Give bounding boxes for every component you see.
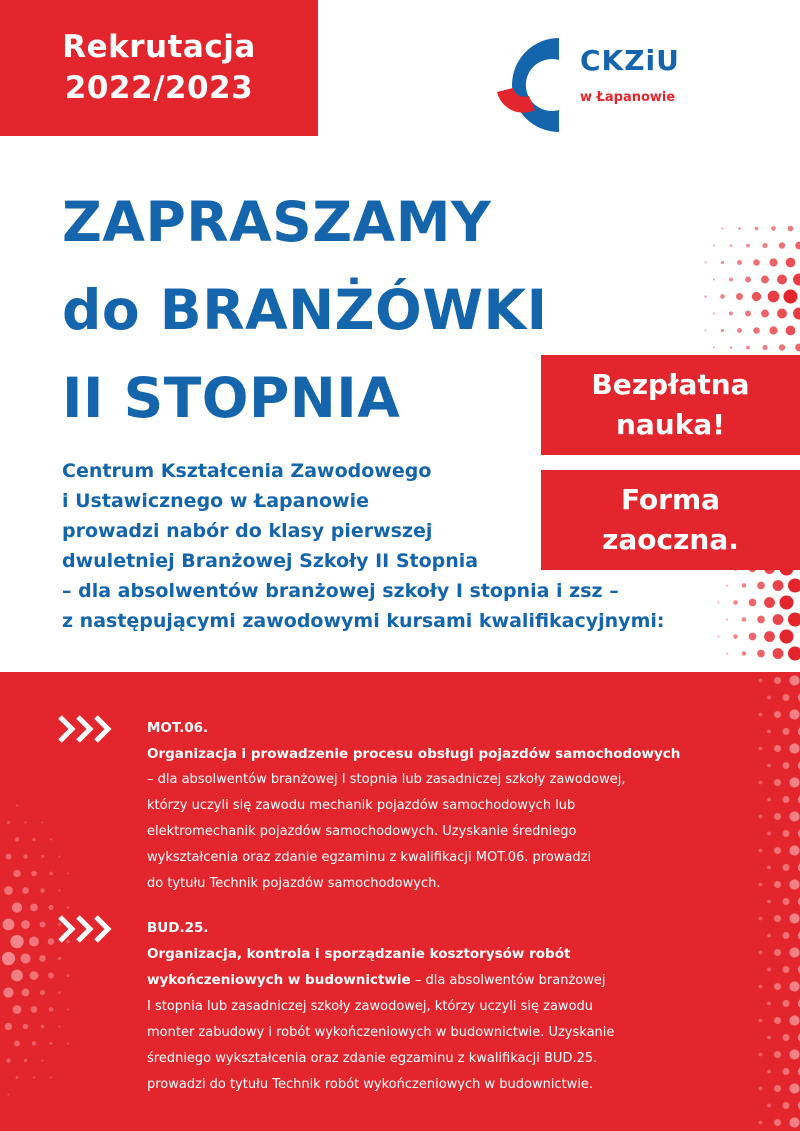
- halftone-dot: [783, 830, 790, 837]
- halftone-dot: [49, 1007, 53, 1011]
- recruitment-banner: [0, 0, 318, 136]
- course-desc-line: wykształcenia oraz zdanie egzaminu z kwalifikacji MOT.06. prowadzi: [147, 850, 592, 865]
- halftone-dot: [774, 983, 781, 990]
- halftone-dot: [40, 922, 46, 928]
- halftone-dot: [58, 991, 61, 994]
- halftone-dot: [762, 243, 767, 248]
- course-desc-text: – dla absolwentów branżowej: [410, 973, 606, 988]
- halftone-dot: [42, 822, 44, 824]
- halftone-dot: [726, 585, 728, 587]
- intro-line: dwuletniej Branżowej Szkoły II Stopnia: [62, 550, 479, 572]
- halftone-dot: [49, 872, 53, 876]
- halftone-dot: [789, 743, 799, 753]
- halftone-dot: [757, 616, 765, 624]
- halftone-dot: [6, 854, 12, 860]
- halftone-dot: [767, 1070, 771, 1074]
- headline-line-1: ZAPRASZAMY: [62, 190, 492, 254]
- halftone-dot: [23, 854, 27, 858]
- halftone-dot: [779, 344, 785, 350]
- halftone-dot: [767, 900, 771, 904]
- halftone-dot: [749, 599, 757, 607]
- halftone-dot: [764, 597, 775, 608]
- halftone-dot: [759, 747, 763, 751]
- halftone-dot: [21, 954, 31, 964]
- halftone-dot: [58, 957, 61, 960]
- halftone-dot: [783, 898, 790, 905]
- halftone-dot: [704, 295, 706, 297]
- halftone-dot: [41, 1059, 43, 1061]
- course-desc-line: – dla absolwentów branżowej I stopnia lub zasadniczej szkoły zawodowej,: [147, 772, 626, 787]
- halftone-dot: [767, 730, 771, 734]
- halftone-dot: [767, 1104, 771, 1108]
- halftone-dot: [50, 1042, 53, 1045]
- halftone-dots-mid-right: [710, 560, 800, 670]
- halftone-dot: [774, 813, 781, 820]
- course-mot06: [147, 715, 680, 897]
- halftone-dot: [784, 290, 798, 304]
- halftone-dot: [738, 227, 741, 230]
- halftone-dot: [730, 346, 733, 349]
- course-desc-line: I stopnia lub zasadniczej szkoły zawodowej, którzy uczyli się zawodu: [147, 999, 594, 1014]
- halftone-dot: [789, 709, 799, 719]
- halftone-dot: [721, 261, 724, 264]
- halftone-dot: [753, 259, 760, 266]
- halftone-dot: [30, 971, 39, 980]
- triple-chevron-right-icon: [58, 714, 118, 744]
- halftone-dot: [752, 292, 761, 301]
- course-code: MOT.06.: [147, 720, 209, 736]
- halftone-dot: [759, 985, 763, 989]
- halftone-dot: [5, 1023, 12, 1030]
- halftone-dot: [774, 779, 781, 786]
- halftone-dot: [762, 345, 767, 350]
- halftone-dot: [15, 837, 19, 841]
- halftone-dot: [722, 228, 724, 230]
- halftone-dot: [50, 838, 52, 840]
- halftone-dot: [3, 987, 13, 997]
- halftone-dot: [13, 1005, 22, 1014]
- halftone-dot: [759, 849, 763, 853]
- halftone-dot: [780, 630, 794, 644]
- halftone-dot: [789, 879, 799, 889]
- logo-name: CKZiU: [580, 44, 680, 77]
- halftone-dot: [40, 990, 45, 995]
- course-desc-line: monter zabudowy i robót wykończeniowych w budownictwie. Uzyskanie: [147, 1025, 615, 1040]
- halftone-dot: [745, 277, 751, 283]
- halftone-dot: [774, 677, 781, 684]
- halftone-dot: [705, 262, 707, 264]
- intro-line: i Ustawicznego w Łapanowie: [62, 490, 369, 512]
- halftone-dot: [767, 764, 771, 768]
- badge-extramural-line-2: zaoczna.: [602, 523, 739, 556]
- course-bud25: [147, 915, 614, 1098]
- halftone-dot: [22, 989, 30, 997]
- halftone-dot: [774, 915, 781, 922]
- halftone-dot: [767, 1002, 771, 1006]
- halftone-dot: [16, 1076, 19, 1079]
- halftone-dot: [786, 258, 796, 268]
- halftone-dot: [33, 1076, 35, 1078]
- halftone-dot: [737, 260, 742, 265]
- course-title: Organizacja i prowadzenie procesu obsługi pojazdów samochodowych: [147, 746, 681, 762]
- recruitment-label: Rekrutacja: [62, 29, 256, 65]
- halftone-dot: [742, 583, 747, 588]
- halftone-dot: [67, 873, 69, 875]
- halftone-dot: [759, 917, 763, 921]
- halftone-dot: [779, 242, 785, 248]
- halftone-dot: [783, 1000, 790, 1007]
- intro-line: z następującymi zawodowymi kursami kwalifikacyjnymi:: [62, 610, 665, 632]
- halftone-dot: [759, 815, 763, 819]
- halftone-dot: [789, 675, 799, 685]
- halftone-dot: [30, 904, 38, 912]
- halftone-dot: [767, 934, 771, 938]
- halftone-dot: [767, 866, 771, 870]
- halftone-dot: [768, 291, 780, 303]
- halftone-dot: [767, 798, 771, 802]
- halftone-dot: [733, 600, 738, 605]
- badge-free-tuition-line-2: nauka!: [615, 408, 726, 441]
- halftone-dot: [783, 728, 790, 735]
- halftone-dot: [16, 805, 18, 807]
- halftone-dot: [759, 679, 763, 683]
- halftone-dot: [789, 1049, 799, 1059]
- halftone-dot: [24, 821, 26, 823]
- halftone-dot: [41, 1025, 45, 1029]
- badge-free-tuition-line-1: Bezpłatna: [591, 368, 750, 401]
- halftone-dot: [59, 1026, 61, 1028]
- halftone-dot: [21, 920, 30, 929]
- halftone-dot: [742, 651, 747, 656]
- halftone-dot: [59, 856, 61, 858]
- halftone-dot: [764, 631, 775, 642]
- halftone-dot: [759, 883, 763, 887]
- halftone-dot: [67, 1043, 69, 1045]
- halftone-dot: [774, 711, 781, 718]
- halftone-dots-left: [0, 780, 95, 1110]
- halftone-dot: [757, 650, 765, 658]
- halftone-dot: [755, 227, 759, 231]
- halftone-dot: [50, 1077, 52, 1079]
- halftone-dot: [713, 279, 715, 281]
- halftone-dot: [759, 1019, 763, 1023]
- halftone-dot: [774, 1051, 781, 1058]
- halftone-dot: [31, 1006, 38, 1013]
- halftone-dot: [759, 951, 763, 955]
- halftone-dot: [769, 326, 777, 334]
- halftone-dot: [783, 864, 790, 871]
- halftone-dot: [774, 881, 781, 888]
- halftone-dot: [726, 619, 728, 621]
- halftone-dots-top-right: [680, 220, 800, 370]
- ckziu-logo-icon: [473, 30, 573, 140]
- halftone-dot: [736, 293, 743, 300]
- halftone-dot: [718, 636, 720, 638]
- halftone-dot: [789, 981, 799, 991]
- halftone-dot: [759, 1053, 763, 1057]
- headline-line-3: II STOPNIA: [62, 366, 401, 430]
- halftone-dot: [729, 278, 733, 282]
- intro-text: [62, 456, 664, 636]
- halftone-dot: [789, 777, 799, 787]
- halftone-dot: [24, 1059, 27, 1062]
- halftone-dot: [10, 935, 23, 948]
- halftone-dot: [783, 966, 790, 973]
- headline: [62, 178, 548, 442]
- halftone-dot: [773, 614, 784, 625]
- halftone-dot: [746, 244, 750, 248]
- halftone-dot: [788, 579, 800, 593]
- halftone-dot: [48, 973, 54, 979]
- halftone-dot: [58, 889, 60, 891]
- halftone-dot: [749, 633, 757, 641]
- intro-line: prowadzi nabór do klasy pierwszej: [62, 520, 433, 542]
- halftone-dot: [795, 242, 800, 250]
- halftone-dot: [783, 694, 790, 701]
- halftone-dot: [783, 1068, 790, 1075]
- halftone-dot: [759, 781, 763, 785]
- halftone-dot: [774, 847, 781, 854]
- halftone-dot: [759, 1087, 763, 1091]
- halftone-dot: [67, 1008, 69, 1010]
- halftone-dot: [777, 309, 787, 319]
- halftone-dot: [13, 870, 20, 877]
- halftone-dot: [32, 1041, 36, 1045]
- badge-free-tuition: [541, 355, 800, 455]
- halftone-dot: [713, 313, 715, 315]
- halftone-dot: [783, 1102, 790, 1109]
- halftone-dot: [718, 602, 720, 604]
- halftone-dot: [774, 1119, 781, 1126]
- halftone-dot: [31, 871, 37, 877]
- halftone-dot: [23, 1024, 29, 1030]
- halftone-dots-right: [735, 672, 800, 1131]
- halftone-dot: [759, 713, 763, 717]
- triple-chevron-right-icon: [58, 914, 118, 944]
- halftone-dot: [48, 938, 55, 945]
- halftone-dot: [40, 888, 44, 892]
- halftone-dot: [767, 696, 771, 700]
- recruitment-year: 2022/2023: [64, 70, 254, 106]
- halftone-dot: [761, 310, 769, 318]
- halftone-dot: [12, 902, 22, 912]
- halftone-dot: [48, 905, 53, 910]
- halftone-dot: [8, 1094, 10, 1096]
- course-desc-line: którzy uczyli się zawodu mechanik pojazdów samochodowych lub: [147, 798, 576, 813]
- halftone-dot: [789, 1117, 799, 1127]
- halftone-dot: [759, 1121, 763, 1125]
- halftone-dot: [788, 226, 794, 232]
- halftone-dot: [742, 617, 747, 622]
- halftone-dot: [795, 344, 800, 352]
- halftone-dot: [774, 1085, 781, 1092]
- course-desc-line: prowadzi do tytułu Technik robót wykończeniowych w budownictwie.: [147, 1077, 594, 1092]
- ckziu-logo: [473, 30, 723, 140]
- halftone-dot: [783, 796, 790, 803]
- halftone-dot: [769, 258, 777, 266]
- halftone-dot: [761, 276, 769, 284]
- halftone-dot: [29, 937, 39, 947]
- halftone-dot: [771, 226, 776, 231]
- halftone-dot: [789, 811, 799, 821]
- logo-place: w Łapanowie: [580, 90, 676, 105]
- halftone-dot: [32, 838, 35, 841]
- halftone-dot: [729, 312, 733, 316]
- halftone-dot: [757, 582, 765, 590]
- halftone-dot: [726, 653, 728, 655]
- headline-line-2: do BRANŻÓWKI: [62, 278, 548, 342]
- halftone-dot: [14, 1041, 20, 1047]
- halftone-dot: [11, 970, 23, 982]
- halftone-dot: [767, 968, 771, 972]
- halftone-dot: [67, 974, 70, 977]
- course-desc-line: elektromechanik pojazdów samochodowych. Uzyskanie średniego: [147, 824, 577, 839]
- course-desc-line: średniego wykształcenia oraz zdanie egzaminu z kwalifikacji BUD.25.: [147, 1051, 598, 1066]
- halftone-dot: [713, 245, 715, 247]
- halftone-dot: [733, 634, 738, 639]
- halftone-dot: [774, 745, 781, 752]
- halftone-dot: [753, 327, 760, 334]
- halftone-dot: [789, 1015, 799, 1025]
- halftone-dot: [6, 1058, 10, 1062]
- course-desc-line: do tytułu Technik pojazdów samochodowych.: [147, 876, 441, 891]
- halftone-dot: [705, 330, 707, 332]
- course-title: Organizacja, kontrola i sporządzanie kosztorysów robót: [147, 946, 571, 962]
- halftone-dot: [720, 294, 725, 299]
- halftone-dot: [2, 952, 15, 965]
- halftone-dot: [3, 919, 15, 931]
- halftone-dot: [780, 596, 794, 610]
- halftone-dot: [4, 886, 13, 895]
- halftone-dot: [767, 1036, 771, 1040]
- halftone-dot: [789, 1083, 799, 1093]
- halftone-dot: [67, 906, 70, 909]
- intro-line: – dla absolwentów branżowej szkoły I stopnia i zsz –: [62, 580, 619, 602]
- halftone-dot: [721, 329, 724, 332]
- intro-line: Centrum Kształcenia Zawodowego: [62, 460, 432, 482]
- halftone-dot: [793, 308, 800, 320]
- halftone-dot: [22, 887, 29, 894]
- badge-extramural-line-1: Forma: [620, 483, 721, 516]
- halftone-dot: [783, 932, 790, 939]
- halftone-dot: [773, 648, 784, 659]
- halftone-dot: [39, 955, 46, 962]
- halftone-dot: [774, 1017, 781, 1024]
- halftone-dot: [789, 845, 799, 855]
- course-title: wykończeniowych w budownictwie: [147, 972, 411, 988]
- halftone-dot: [788, 613, 800, 627]
- halftone-dot: [789, 913, 799, 923]
- halftone-dot: [774, 949, 781, 956]
- halftone-dot: [783, 1034, 790, 1041]
- halftone-dot: [783, 762, 790, 769]
- halftone-dot: [786, 326, 796, 336]
- halftone-dot: [789, 947, 799, 957]
- course-code: BUD.25.: [147, 920, 209, 936]
- halftone-dot: [737, 328, 742, 333]
- halftone-dot: [745, 311, 751, 317]
- halftone-dot: [773, 580, 784, 591]
- halftone-dot: [793, 274, 800, 286]
- halftone-dot: [713, 347, 715, 349]
- halftone-dot: [41, 855, 44, 858]
- halftone-dot: [767, 832, 771, 836]
- halftone-dot: [788, 647, 800, 661]
- halftone-dot: [730, 244, 733, 247]
- halftone-dot: [777, 275, 787, 285]
- halftone-dot: [746, 346, 750, 350]
- halftone-dot: [7, 821, 10, 824]
